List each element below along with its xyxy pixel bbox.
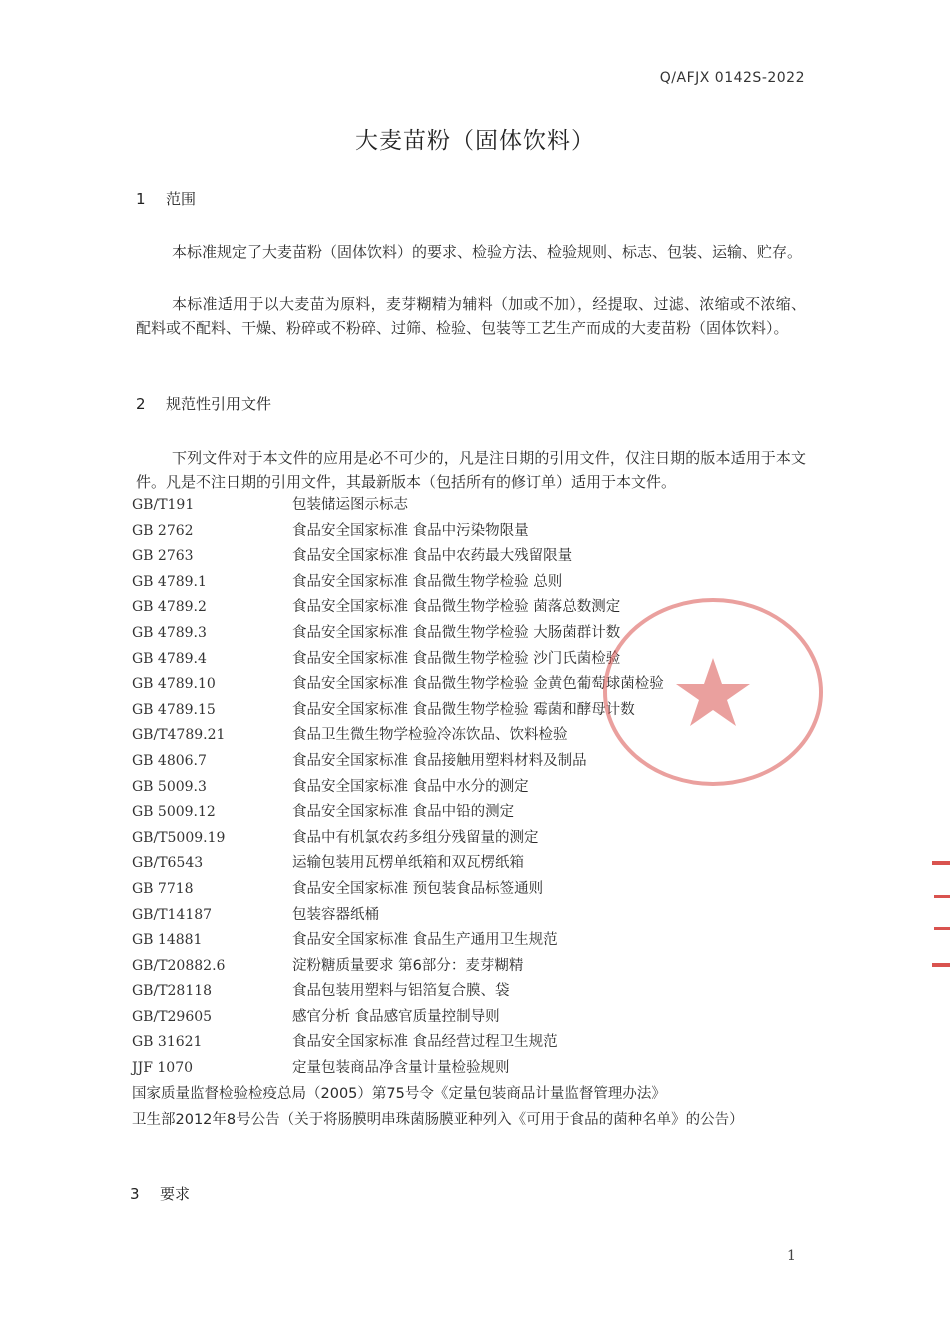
reference-code: GB 2763 xyxy=(132,548,194,565)
reference-title: 食品安全国家标准 食品微生物学检验 菌落总数测定 xyxy=(292,599,621,616)
reference-title: 食品安全国家标准 食品中农药最大残留限量 xyxy=(292,548,573,565)
reference-title: 食品安全国家标准 食品接触用塑料材料及制品 xyxy=(292,752,587,769)
section-title: 规范性引用文件 xyxy=(166,395,272,413)
edge-seal-bar-low xyxy=(934,927,950,930)
reference-title: 食品安全国家标准 食品微生物学检验 金黄色葡萄球菌检验 xyxy=(292,676,664,693)
seal-star-icon xyxy=(676,658,750,726)
reference-row xyxy=(132,1005,732,1031)
reference-title: 食品安全国家标准 食品微生物学检验 大肠菌群计数 xyxy=(292,624,621,641)
reference-code: GB 5009.3 xyxy=(132,778,207,795)
reference-code: GB/T28118 xyxy=(132,983,213,1000)
document-title: 大麦苗粉（固体饮料） xyxy=(355,128,595,154)
section-title: 范围 xyxy=(166,190,197,208)
reference-title: 食品包装用塑料与铝箔复合膜、袋 xyxy=(292,983,510,1000)
reference-code: GB/T29605 xyxy=(132,1008,213,1025)
reference-code: JJF 1070 xyxy=(132,1060,194,1077)
reference-title: 包装储运图示标志 xyxy=(292,497,408,513)
reference-code: GB/T4789.21 xyxy=(132,727,226,744)
edge-seal-bar-bottom xyxy=(932,963,950,967)
reference-title: 定量包装商品净含量计量检验规则 xyxy=(292,1060,510,1077)
reference-code: GB 4789.10 xyxy=(132,676,216,693)
edge-seal-bar-mid xyxy=(934,895,950,898)
reference-title: 感官分析 食品感官质量控制导则 xyxy=(292,1008,500,1025)
reference-code: GB/T5009.19 xyxy=(132,829,226,846)
reference-row xyxy=(132,544,732,570)
reference-row xyxy=(132,877,732,903)
edge-seal-fragment xyxy=(928,855,950,973)
reference-row xyxy=(132,1056,732,1082)
reference-row xyxy=(132,1030,732,1056)
reference-title: 食品安全国家标准 食品中铅的测定 xyxy=(292,804,515,821)
section-1-heading xyxy=(136,188,196,209)
section-number: 3 xyxy=(130,1185,140,1203)
reference-title: 运输包装用瓦楞单纸箱和双瓦楞纸箱 xyxy=(292,855,524,872)
reference-title: 食品安全国家标准 食品微生物学检验 总则 xyxy=(292,573,563,590)
page-number: 1 xyxy=(787,1248,796,1264)
reference-row xyxy=(132,903,732,929)
section-number: 1 xyxy=(136,190,146,208)
edge-seal-bar-top xyxy=(932,861,950,865)
reference-row xyxy=(132,493,732,519)
section-number: 2 xyxy=(136,395,146,413)
reference-title: 食品安全国家标准 食品微生物学检验 沙门氏菌检验 xyxy=(292,650,621,667)
reference-title: 食品安全国家标准 食品生产通用卫生规范 xyxy=(292,932,558,949)
section-3-heading xyxy=(130,1183,190,1204)
reference-title: 食品中有机氯农药多组分残留量的测定 xyxy=(292,829,539,846)
reference-code: GB 7718 xyxy=(132,880,194,897)
document-code: Q/AFJX 0142S-2022 xyxy=(659,70,805,86)
reference-code: GB 4789.1 xyxy=(132,573,207,590)
section-2-heading xyxy=(136,393,271,414)
reference-title: 食品安全国家标准 食品中水分的测定 xyxy=(292,778,529,795)
reference-title: 食品安全国家标准 食品中污染物限量 xyxy=(292,522,529,539)
section-1-paragraph-1: 本标准规定了大麦苗粉（固体饮料）的要求、检验方法、检验规则、标志、包装、运输、贮存。 xyxy=(172,243,803,261)
reference-code: GB 2762 xyxy=(132,522,194,539)
reference-code: GB 4789.3 xyxy=(132,624,207,641)
reference-title: 食品安全国家标准 食品微生物学检验 霉菌和酵母计数 xyxy=(292,701,635,718)
reference-row xyxy=(132,954,732,980)
reference-row xyxy=(132,570,732,596)
reference-title: 食品卫生微生物学检验冷冻饮品、饮料检验 xyxy=(292,727,568,744)
reference-row xyxy=(132,928,732,954)
reference-row xyxy=(132,826,732,852)
reference-row xyxy=(132,519,732,545)
reference-code: GB/T191 xyxy=(132,497,195,513)
reference-code: GB 4806.7 xyxy=(132,752,207,769)
reference-title: 淀粉糖质量要求 第6部分：麦芽糊精 xyxy=(292,957,524,974)
section-1-paragraph-2: 本标准适用于以大麦苗为原料，麦芽糊精为辅料（加或不加），经提取、过滤、浓缩或不浓缩、配料或不配料、干燥、粉碎或不粉碎、过筛、检验、包装等工艺生产而成的大麦苗粉（固体饮料）。 xyxy=(136,295,806,337)
reference-code: GB 4789.2 xyxy=(132,599,207,616)
reference-extra-2: 卫生部2012年8号公告（关于将肠膜明串珠菌肠膜亚种列入《可用于食品的菌种名单》的公告） xyxy=(132,1112,744,1128)
company-seal xyxy=(600,594,826,790)
reference-code: GB 31621 xyxy=(132,1034,203,1051)
reference-extra-1: 国家质量监督检验检疫总局（2005）第75号令《定量包装商品计量监督管理办法》 xyxy=(132,1086,666,1102)
reference-code: GB 5009.12 xyxy=(132,804,216,821)
reference-code: GB/T20882.6 xyxy=(132,957,226,974)
section-2-intro: 下列文件对于本文件的应用是必不可少的，凡是注日期的引用文件，仅注日期的版本适用于本文件。凡是不注日期的引用文件，其最新版本（包括所有的修订单）适用于本文件。 xyxy=(136,449,806,491)
reference-code: GB/T14187 xyxy=(132,906,213,923)
reference-title: 食品安全国家标准 食品经营过程卫生规范 xyxy=(292,1034,558,1051)
reference-title: 食品安全国家标准 预包装食品标签通则 xyxy=(292,880,544,897)
reference-code: GB 4789.15 xyxy=(132,701,216,718)
reference-code: GB 14881 xyxy=(132,932,203,949)
reference-row xyxy=(132,979,732,1005)
reference-row xyxy=(132,800,732,826)
reference-row xyxy=(132,851,732,877)
reference-code: GB/T6543 xyxy=(132,855,204,872)
section-title: 要求 xyxy=(160,1185,191,1203)
reference-code: GB 4789.4 xyxy=(132,650,207,667)
reference-title: 包装容器纸桶 xyxy=(292,906,379,923)
